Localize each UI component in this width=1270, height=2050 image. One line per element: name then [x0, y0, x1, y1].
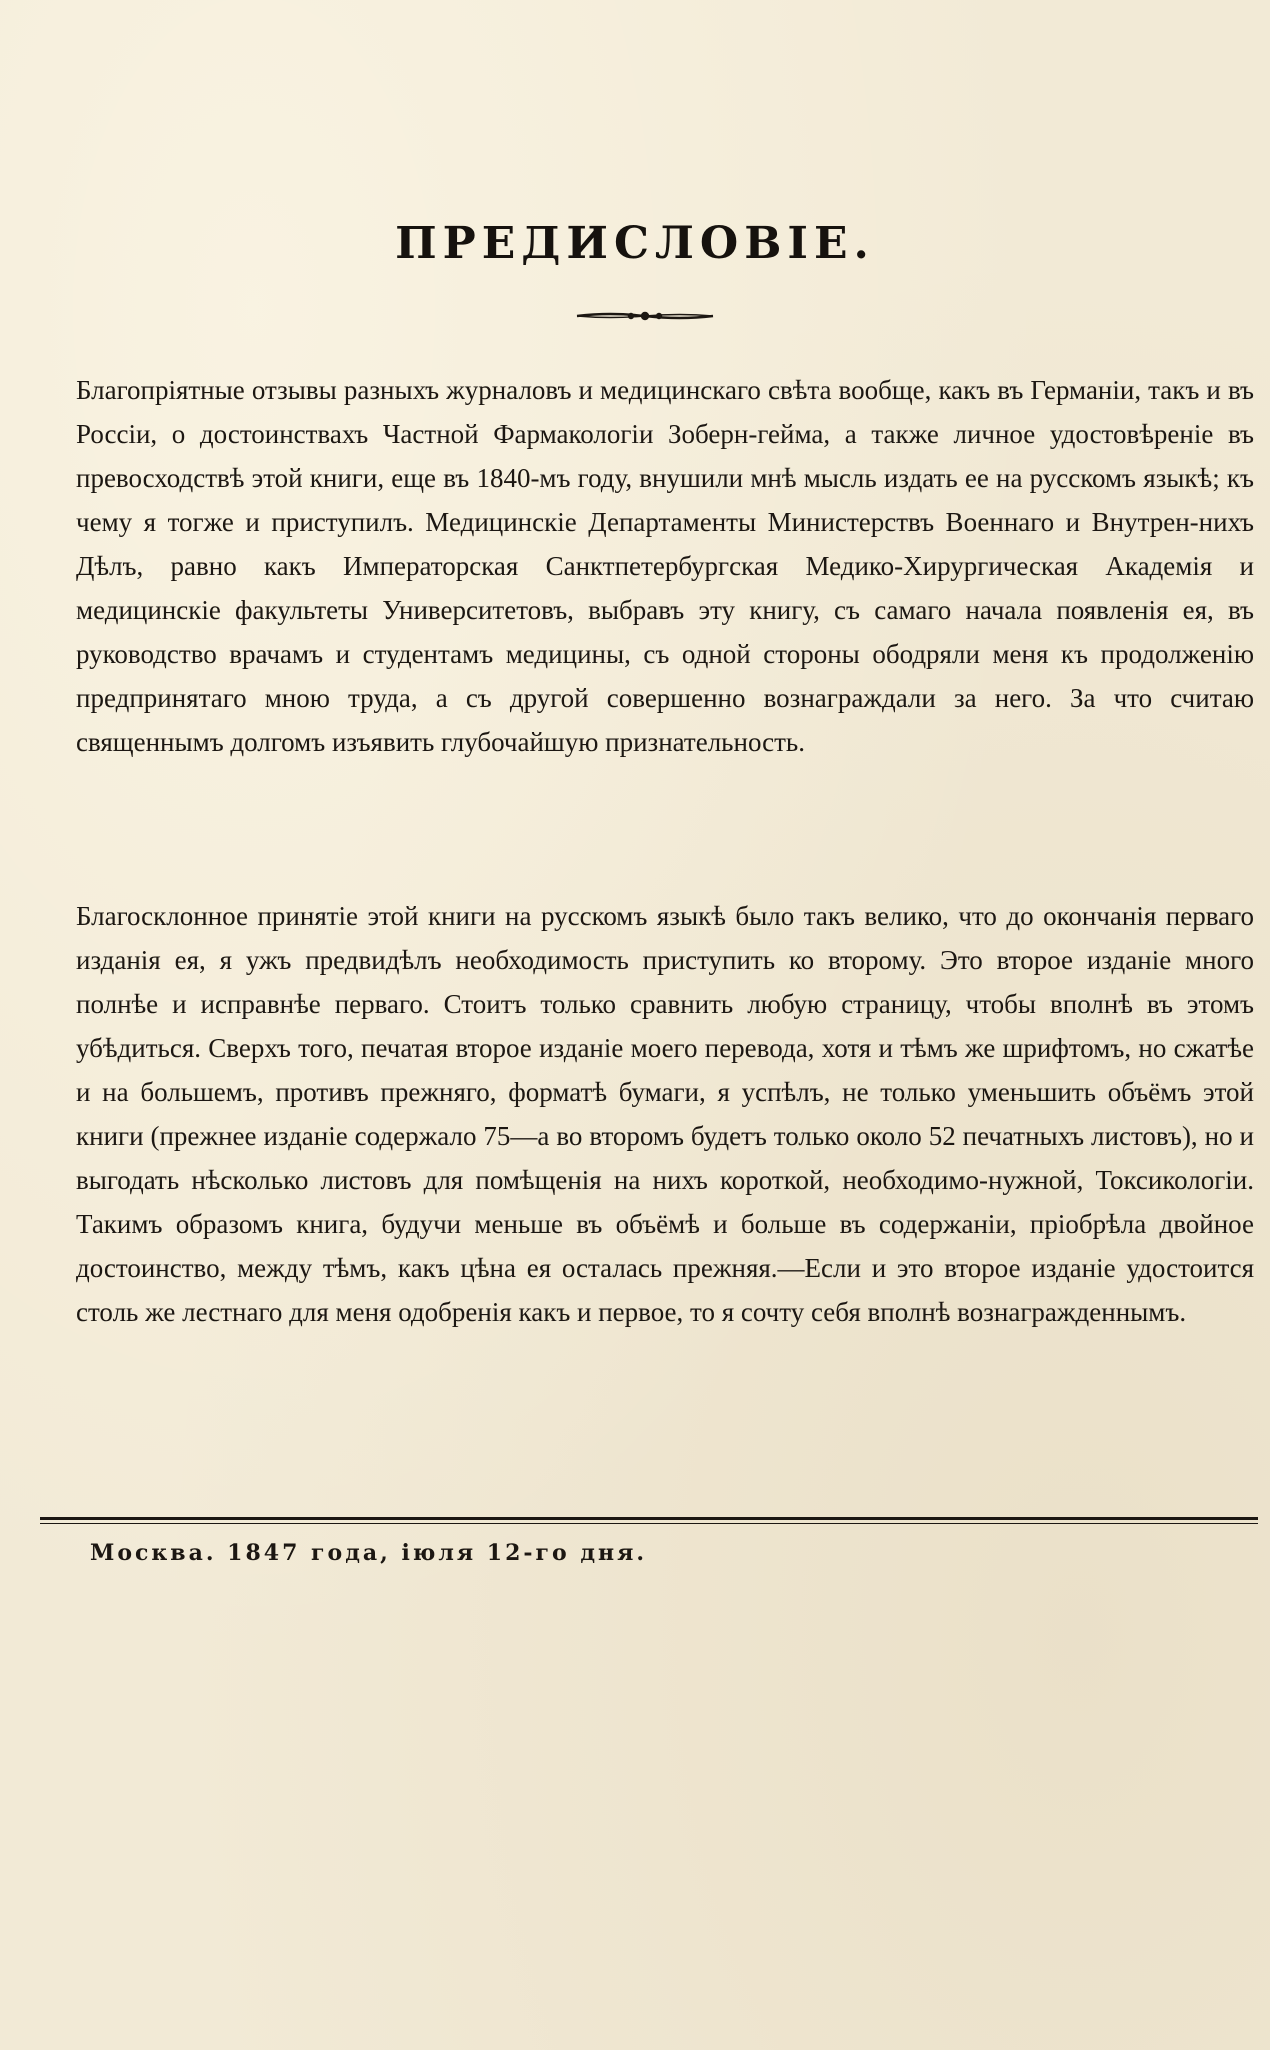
paragraph-second-edition: Благосклонное принятіе этой книги на русскомъ языкѣ было такъ велико, что до окончанія перваго изданія ея, я ужъ предвидѣлъ необходимость приступить ко второму. Это второе изданіе много полнѣе и исправнѣе перваго. Стоитъ только сравнить любую страницу, чтобы вполнѣ въ этомъ убѣдиться. Сверхъ того, печатая второе изданіе моего перевода, хотя и тѣмъ же шрифтомъ, но сжатѣе и на большемъ, противъ прежняго, форматѣ бумаги, я успѣлъ, не только уменьшить объёмъ этой книги (прежнее изданіе содержало 75—а во второмъ будетъ только около 52 печатныхъ листовъ), но и выгодать нѣсколько листовъ для помѣщенія на нихъ короткой, необходимо-нужной, Токсикологіи. Такимъ образомъ книга, будучи меньше въ объёмѣ и больше въ содержаніи, пріобрѣла двойное достоинство, между тѣмъ, какъ цѣна ея осталась прежняя.—Если и это второе изданіе удостоится столь же лестнаго для меня одобренія какъ и первое, то я сочту себя вполнѣ вознагражденнымъ. [76, 901, 1254, 1327]
double-rule-divider [40, 1517, 1258, 1527]
paragraph-gratitude: Благопріятные отзывы разныхъ журналовъ и медицинскаго свѣта вообще, какъ въ Германіи, такъ и въ Россіи, о достоинствахъ Частной Фармакологіи Зоберн-гейма, а также личное удостовѣреніе въ превосходствѣ этой книги, еще въ 1840-мъ году, внушили мнѣ мысль издать ее на русскомъ языкѣ; къ чему я тогже и приступилъ. Медицинскіе Департаменты Министерствъ Военнаго и Внутрен-нихъ Дѣлъ, равно какъ Императорская Санктпетербургская Медико-Хирургическая Академія и медицинскіе факультеты Университетовъ, выбравъ эту книгу, съ самаго начала появленія ея, въ руководство врачамъ и студентамъ медицины, съ одной стороны ободряли меня къ продолженію предпринятаго мною труда, а съ другой совершенно вознаграждали за него. За что считаю священнымъ долгомъ изъявить глубочайшую признательность. [76, 375, 1254, 757]
dateline: Москва. 1847 года, іюля 12-го дня. [90, 1540, 648, 1566]
page-title: ПРЕДИСЛОВІЕ. [395, 218, 875, 269]
title-ornament [575, 310, 715, 322]
